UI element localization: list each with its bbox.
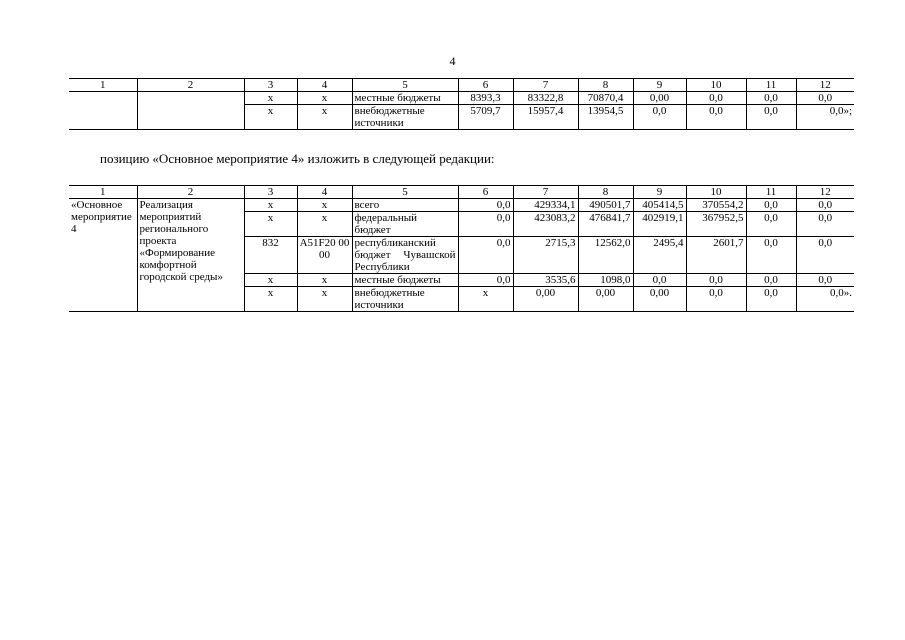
cell: 0,0: [458, 274, 513, 287]
cell: 423083,2: [513, 212, 578, 237]
cell: 15957,4: [513, 105, 578, 130]
cell: 0,0: [796, 274, 854, 287]
cell: 0,0: [746, 274, 796, 287]
cell: 0,00: [633, 287, 686, 312]
cell: х: [458, 287, 513, 312]
column-number: 1: [69, 186, 137, 199]
continuation-table: [69, 78, 854, 130]
cell: 0,0: [686, 287, 746, 312]
cell: 12562,0: [578, 237, 633, 274]
cell: 370554,2: [686, 199, 746, 212]
cell: 0,0: [686, 274, 746, 287]
cell: 2495,4: [633, 237, 686, 274]
cell: 0,0: [458, 199, 513, 212]
cell: 5709,7: [458, 105, 513, 130]
cell: 405414,5: [633, 199, 686, 212]
cell: 0,0: [746, 237, 796, 274]
cell: х: [244, 212, 297, 237]
column-number: 8: [578, 79, 633, 92]
column-number-row: [69, 186, 854, 199]
cell: 0,0».: [796, 287, 854, 312]
column-number: 4: [297, 79, 352, 92]
cell: х: [297, 92, 352, 105]
cell: 832: [244, 237, 297, 274]
cell: федеральный бюджет: [352, 212, 458, 237]
column-number: 1: [69, 79, 137, 92]
column-number: 7: [513, 79, 578, 92]
cell: 0,0: [686, 105, 746, 130]
cell: 476841,7: [578, 212, 633, 237]
measure-cell: «Основное мероприятие 4: [69, 199, 137, 312]
column-number: 11: [746, 186, 796, 199]
column-number: 8: [578, 186, 633, 199]
cell: х: [244, 199, 297, 212]
cell: 0,00: [513, 287, 578, 312]
cell: х: [297, 105, 352, 130]
cell: 0,0: [458, 237, 513, 274]
cell: местные бюджеты: [352, 274, 458, 287]
cell: 1098,0: [578, 274, 633, 287]
column-number: 4: [297, 186, 352, 199]
column-number: 3: [244, 79, 297, 92]
instruction-text: позицию «Основное мероприятие 4» изложить в следующей редакции:: [100, 151, 495, 166]
cell: 0,0: [633, 274, 686, 287]
column-number: 6: [458, 186, 513, 199]
column-number: 3: [244, 186, 297, 199]
cell: 8393,3: [458, 92, 513, 105]
cell: 0,0: [686, 92, 746, 105]
cell: х: [244, 105, 297, 130]
empty-cell: [69, 92, 137, 130]
column-number: 10: [686, 186, 746, 199]
cell: внебюджетные источники: [352, 105, 458, 130]
cell: 0,0: [746, 105, 796, 130]
cell: х: [244, 274, 297, 287]
cell: 0,0: [746, 92, 796, 105]
column-number: 9: [633, 186, 686, 199]
cell: 13954,5: [578, 105, 633, 130]
table-row: [69, 199, 854, 212]
cell: 367952,5: [686, 212, 746, 237]
page-number: 4: [449, 54, 456, 68]
cell: 429334,1: [513, 199, 578, 212]
cell: 0,0: [633, 105, 686, 130]
cell: 0,0: [796, 199, 854, 212]
edition-table: [69, 185, 854, 312]
column-number: 9: [633, 79, 686, 92]
column-number: 7: [513, 186, 578, 199]
cell: 2715,3: [513, 237, 578, 274]
cell: республиканский бюджет Чувашской Республики: [352, 237, 458, 274]
cell: 0,0: [796, 92, 854, 105]
cell: х: [297, 274, 352, 287]
cell: 0,00: [633, 92, 686, 105]
cell: х: [297, 287, 352, 312]
cell: 402919,1: [633, 212, 686, 237]
column-number: 10: [686, 79, 746, 92]
cell: х: [244, 92, 297, 105]
column-number-row: [69, 79, 854, 92]
cell: 0,0: [796, 212, 854, 237]
column-number: 6: [458, 79, 513, 92]
column-number: 5: [352, 79, 458, 92]
cell: 0,0»;: [796, 105, 854, 130]
column-number: 2: [137, 79, 244, 92]
cell: 3535,6: [513, 274, 578, 287]
measure-description-cell: Реализация мероприятий регионального проекта «Формирование комфортной городской среды»: [137, 199, 244, 312]
cell: местные бюджеты: [352, 92, 458, 105]
cell: 2601,7: [686, 237, 746, 274]
cell: х: [297, 212, 352, 237]
column-number: 5: [352, 186, 458, 199]
column-number: 12: [796, 79, 854, 92]
column-number: 11: [746, 79, 796, 92]
cell: 0,0: [796, 237, 854, 274]
cell: 0,0: [458, 212, 513, 237]
cell: внебюджетные источники: [352, 287, 458, 312]
cell: 490501,7: [578, 199, 633, 212]
empty-cell: [137, 92, 244, 130]
cell: х: [244, 287, 297, 312]
cell: всего: [352, 199, 458, 212]
cell: 83322,8: [513, 92, 578, 105]
cell: 0,0: [746, 287, 796, 312]
column-number: 12: [796, 186, 854, 199]
cell: х: [297, 199, 352, 212]
cell: 0,00: [578, 287, 633, 312]
cell: 70870,4: [578, 92, 633, 105]
table-row: [69, 92, 854, 105]
cell: А51F20 0000: [297, 237, 352, 274]
cell: 0,0: [746, 199, 796, 212]
cell: 0,0: [746, 212, 796, 237]
column-number: 2: [137, 186, 244, 199]
